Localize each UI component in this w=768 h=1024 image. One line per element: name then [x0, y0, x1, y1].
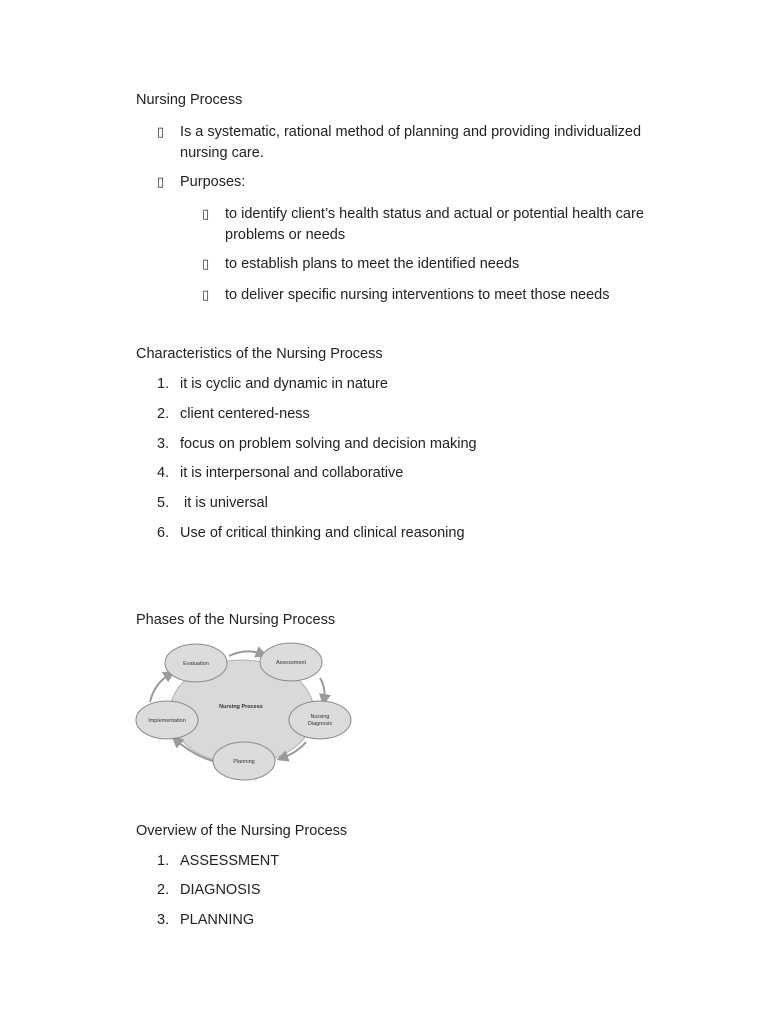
list-item-text: it is interpersonal and collaborative — [180, 465, 404, 481]
implementation-label: Implementation — [148, 718, 186, 724]
bullet-icon: ▯ — [157, 124, 165, 139]
bullet-icon: ▯ — [157, 174, 165, 189]
list-item — [157, 434, 477, 454]
list-item-text: it is cyclic and dynamic in nature — [180, 376, 388, 392]
purposes-label: Purposes: — [180, 174, 246, 190]
planning-label: Planning — [233, 759, 255, 765]
list-item-text: focus on problem solving and decision making — [180, 436, 477, 452]
definition-text-line1: Is a systematic, rational method of planning and providing individualized — [180, 124, 642, 140]
list-item-number: 5. — [157, 495, 170, 511]
list-item-text: DIAGNOSIS — [180, 882, 261, 898]
list-item — [157, 404, 310, 424]
purpose-text-line2: problems or needs — [225, 227, 346, 243]
list-item-text: PLANNING — [180, 912, 255, 928]
list-item-number: 2. — [157, 882, 170, 898]
definition-bullet — [157, 122, 677, 164]
purpose-item — [202, 204, 682, 246]
nursing-diagnosis-label-line2: Diagnosis — [307, 721, 333, 727]
definition-text-line2: nursing care. — [180, 145, 264, 161]
section-title-characteristics: Characteristics of the Nursing Process — [136, 346, 383, 362]
list-item-number: 4. — [157, 465, 170, 481]
list-item — [157, 880, 261, 900]
list-item-text: ASSESSMENT — [180, 853, 280, 869]
list-item-text: client centered-ness — [180, 406, 310, 422]
list-item-number: 3. — [157, 912, 170, 928]
list-item-number: 3. — [157, 436, 170, 452]
purpose-item — [202, 254, 682, 274]
nursing-diagnosis-label-line1: Nursing — [310, 714, 330, 720]
bullet-icon: ▯ — [202, 256, 210, 271]
nursing-process-cycle-diagram — [134, 640, 354, 785]
purpose-text: to establish plans to meet the identified needs — [225, 256, 520, 272]
cycle-arrow — [150, 674, 170, 702]
list-item-text: Use of critical thinking and clinical reasoning — [180, 525, 465, 541]
list-item-text: it is universal — [180, 495, 268, 511]
list-item-number: 1. — [157, 376, 170, 392]
list-item-number: 6. — [157, 525, 170, 541]
purposes-bullet — [157, 172, 457, 192]
center-label: Nursing Process — [219, 704, 263, 710]
bullet-icon: ▯ — [202, 206, 210, 221]
list-item — [157, 463, 403, 483]
list-item-number: 2. — [157, 406, 170, 422]
evaluation-label: Evaluation — [183, 661, 209, 667]
purpose-item — [202, 285, 682, 305]
cycle-arrow — [320, 678, 325, 700]
cycle-arrow — [229, 651, 262, 656]
list-item — [157, 374, 388, 394]
list-item — [157, 523, 465, 543]
nursing-diagnosis-node — [289, 701, 351, 739]
list-item — [157, 851, 279, 871]
section-title-overview: Overview of the Nursing Process — [136, 823, 348, 839]
section-title-phases: Phases of the Nursing Process — [136, 612, 336, 628]
list-item-number: 1. — [157, 853, 170, 869]
assessment-label: Assessment — [276, 660, 306, 666]
purpose-text-line1: to identify client’s health status and actual or potential health care — [225, 206, 644, 222]
section-title-nursing-process: Nursing Process — [136, 92, 243, 108]
bullet-icon: ▯ — [202, 287, 210, 302]
list-item — [157, 910, 254, 930]
purpose-text: to deliver specific nursing interventions to meet those needs — [225, 287, 610, 303]
list-item — [157, 493, 268, 513]
